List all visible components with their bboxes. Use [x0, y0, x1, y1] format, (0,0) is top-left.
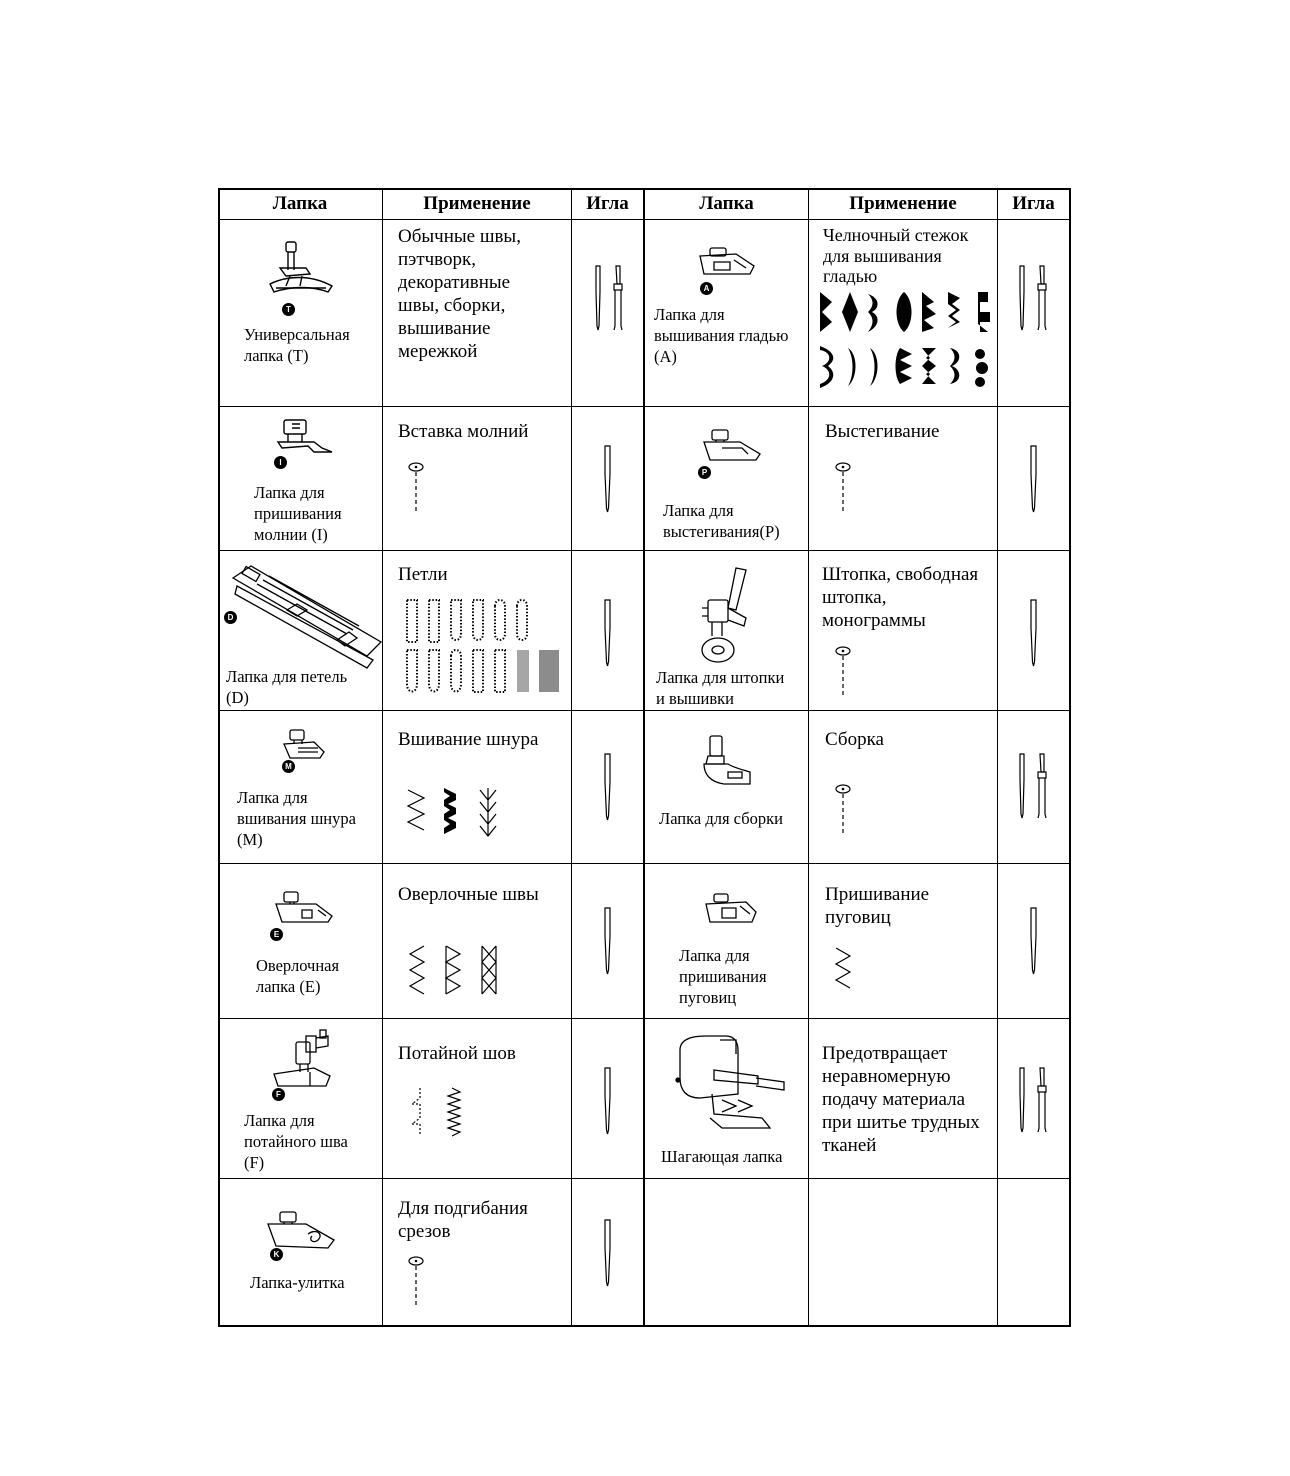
foot-badge-d: D: [224, 611, 237, 624]
use-quilting: Выстегивание: [825, 421, 940, 442]
header-use-left: Применение: [423, 192, 531, 214]
use-button: Пришивание пуговиц: [825, 884, 930, 928]
use-universal: Обычные швы, пэтчворк, декоративные швы, сборки, вышивание мережкой: [398, 226, 521, 362]
foot-badge-k: K: [270, 1248, 283, 1261]
foot-name-zipper: Лапка для пришивания молнии (I): [254, 483, 342, 544]
satin-patterns-icon: [818, 288, 994, 396]
foot-name-walking: Шагающая лапка: [661, 1147, 783, 1166]
foot-badge-m: M: [282, 760, 295, 773]
foot-name-buttonhole: Лапка для петель (D): [226, 667, 348, 707]
use-cording: Вшивание шнура: [398, 729, 539, 750]
foot-name-darning: Лапка для штопки и вышивки: [656, 668, 785, 708]
blind-hem-foot-icon: [270, 1028, 336, 1092]
use-darning: Штопка, свободная штопка, монограммы: [822, 564, 979, 631]
single-needle-icon: [600, 598, 616, 668]
quilting-foot-icon: [700, 428, 764, 464]
row-divider: [218, 550, 1071, 551]
twin-needle-icon: [590, 264, 630, 334]
overcast-stitches-icon: [408, 944, 504, 996]
row-divider: [218, 406, 1071, 407]
single-needle-icon: [1026, 444, 1042, 514]
buttonhole-stitches-icon: [404, 598, 564, 698]
use-satin: Челночный стежок для вышивания гладью: [823, 225, 969, 286]
foot-badge-p: P: [698, 466, 711, 479]
walking-foot-icon: [666, 1034, 794, 1134]
single-needle-icon: [600, 906, 616, 976]
single-needle-icon: [600, 1218, 616, 1288]
row-divider: [218, 710, 1071, 711]
row-divider: [218, 863, 1071, 864]
row-divider: [218, 219, 1071, 220]
column-divider: [997, 188, 998, 1327]
foot-name-quilting: Лапка для выстегивания(P): [663, 501, 780, 541]
header-needle-right: Игла: [1012, 192, 1055, 214]
straight-stitch-icon: [831, 644, 855, 700]
header-use-right: Применение: [849, 192, 957, 214]
overcast-foot-icon: [272, 890, 336, 926]
foot-name-cording: Лапка для вшивания шнура (M): [237, 788, 356, 849]
header-needle-left: Игла: [586, 192, 629, 214]
row-divider: [218, 1178, 1071, 1179]
straight-stitch-icon: [831, 782, 855, 838]
foot-name-universal: Универсальная лапка (T): [244, 325, 350, 365]
twin-needle-icon: [1014, 264, 1054, 334]
header-foot-right: Лапка: [699, 192, 754, 214]
foot-name-blind-hem: Лапка для потайного шва (F): [244, 1111, 348, 1172]
straight-stitch-icon: [404, 1254, 428, 1310]
header-foot-left: Лапка: [272, 192, 328, 214]
use-hemmer: Для подгибания срезов: [398, 1198, 528, 1242]
single-needle-icon: [600, 1066, 616, 1136]
foot-badge-f: F: [272, 1088, 285, 1101]
use-gathering: Сборка: [825, 729, 884, 750]
hemmer-foot-icon: [264, 1210, 340, 1252]
single-needle-icon: [1026, 906, 1042, 976]
cording-foot-icon: [280, 728, 328, 764]
foot-badge-e: E: [270, 928, 283, 941]
buttonhole-foot-icon: [227, 560, 387, 670]
foot-name-button: Лапка для пришивания пуговиц: [679, 946, 767, 1007]
column-divider: [808, 188, 809, 1327]
foot-badge-t: T: [282, 303, 295, 316]
column-divider: [571, 188, 572, 1327]
use-blind-hem: Потайной шов: [398, 1043, 516, 1064]
button-stitch-icon: [832, 946, 856, 994]
darning-foot-icon: [688, 566, 756, 666]
column-divider-center: [643, 188, 645, 1327]
foot-name-gathering: Лапка для сборки: [659, 809, 783, 828]
button-sewing-foot-icon: [702, 892, 760, 926]
foot-badge-i: I: [274, 456, 287, 469]
use-buttonhole: Петли: [398, 564, 448, 585]
twin-needle-icon: [1014, 1066, 1054, 1136]
straight-stitch-icon: [404, 460, 428, 516]
satin-stitch-foot-icon: [696, 246, 758, 280]
foot-name-hemmer: Лапка-улитка: [250, 1273, 345, 1292]
single-needle-icon: [600, 444, 616, 514]
blind-hem-stitches-icon: [408, 1086, 468, 1138]
single-needle-icon: [1026, 598, 1042, 668]
foot-name-overcast: Оверлочная лапка (E): [256, 956, 340, 996]
universal-foot-icon: [266, 240, 338, 304]
straight-stitch-icon: [831, 460, 855, 516]
cording-stitches-icon: [406, 786, 506, 838]
twin-needle-icon: [1014, 752, 1054, 822]
foot-name-satin: Лапка для вышивания гладью (A): [654, 305, 789, 366]
use-walking: Предотвращает неравномерную подачу материала при шитье трудных тканей: [822, 1043, 980, 1156]
use-overcast: Оверлочные швы: [398, 884, 539, 905]
single-needle-icon: [600, 752, 616, 822]
column-divider: [382, 188, 383, 1327]
row-divider: [218, 1018, 1071, 1019]
foot-badge-a: A: [700, 282, 713, 295]
gathering-foot-icon: [700, 734, 756, 792]
zipper-foot-icon: [274, 418, 338, 456]
use-zipper: Вставка молний: [398, 421, 529, 442]
